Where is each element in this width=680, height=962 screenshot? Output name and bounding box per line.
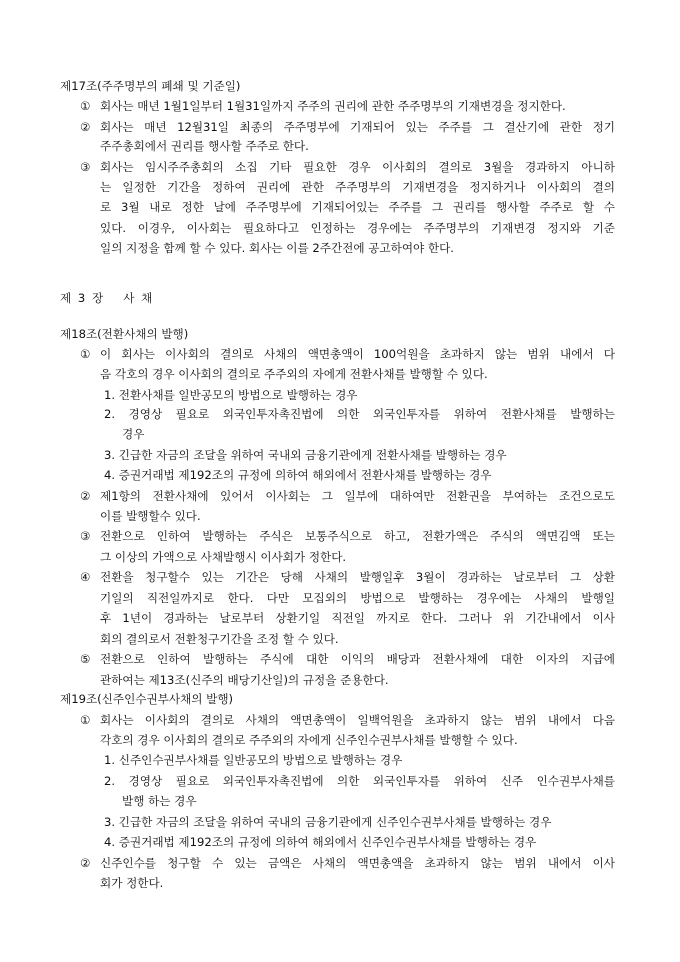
clause-text: 음 각호의 경우 이사회의 결의로 주주외의 자에게 전환사채를 발행할 수 있다.	[100, 367, 488, 381]
article-18-title: 제18조(전환사채의 발행)	[60, 327, 189, 341]
clause-text: 회가 정한다.	[100, 876, 164, 890]
clause-text: 제1항의 전환사채에 있어서 이사회는 그 일부에 대하여만 전환권을 부여하는 조건으로도	[100, 489, 615, 503]
clause-marker: ②	[80, 489, 91, 503]
clause-text: 회사는 매년 1월1일부터 1월31일까지 주주의 권리에 관한 주주명부의 기재변경을 정지한다.	[100, 99, 566, 113]
list-item: 3. 긴급한 자금의 조달을 위하여 국내의 금융기관에게 신주인수권부사채를 발행하는 경우	[104, 815, 552, 829]
clause-marker: ④	[80, 570, 91, 584]
list-item-cont: 경우	[122, 427, 145, 441]
clause-marker: ③	[80, 160, 91, 174]
clause-marker: ②	[80, 856, 91, 870]
clause-text: 주주총회에서 권리를 행사할 주주로 한다.	[100, 139, 309, 153]
clause-marker: ①	[80, 713, 91, 727]
chapter-title: 사 채	[123, 291, 153, 305]
clause-text: 그 이상의 가액으로 사채발행시 이사회가 정한다.	[100, 550, 347, 564]
clause-marker: ⑤	[80, 652, 91, 666]
clause-marker: ③	[80, 529, 91, 543]
clause-text: 는 일정한 기간을 정하여 권리에 관한 주주명부의 기재변경을 정지하거나 이사회의 결의	[100, 180, 615, 194]
list-item: 4. 증권거래법 제192조의 규정에 의하여 해외에서 신주인수권부사채를 발행하는 경우	[104, 835, 537, 849]
chapter-number: 제 3 장	[60, 291, 104, 305]
clause-text: 전환으로 인하여 발행하는 주식은 보통주식으로 하고, 전환가액은 주식의 액면김액 또는	[100, 529, 615, 543]
clause-text: 관하여는 제13조(신주의 배당기산일)의 규정을 준용한다.	[100, 673, 389, 687]
clause-text: 로 3월 내로 정한 날에 주주명부에 기재되어있는 주주를 그 권리를 행사할 주주로 할 수	[100, 200, 615, 214]
clause-text: 전환으로 인하여 발행하는 주식에 대한 이익의 배당과 전환사채에 대한 이자의 지급에	[100, 652, 615, 666]
chapter-heading	[60, 289, 152, 307]
clause-marker: ①	[80, 99, 91, 113]
clause-text: 이 회사는 이사회의 결의로 사채의 액면총액이 100억원을 초과하지 않는 범위 내에서 다	[100, 347, 615, 361]
clause-text: 기일의 직전일까지로 한다. 다만 모집외의 방법으로 발행하는 경우에는 사채의 발행일	[100, 591, 615, 605]
list-item-cont: 발행 하는 경우	[122, 794, 197, 808]
list-item: 1. 전환사채를 일반공모의 방법으로 발행하는 경우	[104, 388, 358, 402]
clause-text: 각호의 경우 이사회의 결의로 주주외의 자에게 신주인수권부사채를 발행할 수 있다.	[100, 733, 518, 747]
article-17-title: 제17조(주주명부의 폐쇄 및 기준일)	[60, 79, 241, 93]
clause-text: 회사는 이사회의 결의로 사채의 액면총액이 일백억원을 초과하지 않는 범위 내에서 다음	[100, 713, 615, 727]
clause-text: 후 1년이 경과하는 날로부터 상환기일 직전일 까지로 한다. 그러나 위 기간내에서 이사	[100, 611, 615, 625]
list-item: 1. 신주인수권부사채를 일반공모의 방법으로 발행하는 경우	[104, 753, 403, 767]
list-item: 3. 긴급한 자금의 조달을 위하여 국내외 금융기관에게 전환사채를 발행하는 경우	[104, 448, 507, 462]
list-item: 2. 경영상 필요로 외국인투자촉진법에 의한 외국인투자를 위하여 신주 인수권부사채를	[104, 774, 615, 788]
clause-text: 일의 지정을 함께 할 수 있다. 회사는 이를 2주간전에 공고하여야 한다.	[100, 241, 454, 255]
clause-marker: ②	[80, 120, 91, 134]
clause-text: 회사는 매년 12월31일 최종의 주주명부에 기재되어 있는 주주를 그 결산기에 관한 정기	[100, 120, 615, 134]
clause-text: 신주인수를 청구할 수 있는 금액은 사채의 액면총액을 초과하지 않는 범위 내에서 이사	[100, 856, 615, 870]
clause-text: 회의 결의로서 전환청구기간을 조정 할 수 있다.	[100, 632, 339, 646]
clause-text: 회사는 임시주주총회의 소집 기타 필요한 경우 이사회의 결의로 3월을 경과하지 아니하	[100, 160, 615, 174]
clause-text: 이를 발행할수 있다.	[100, 509, 201, 523]
list-item: 4. 증권거래법 제192조의 규정에 의하여 해외에서 전환사채를 발행하는 경우	[104, 468, 492, 482]
article-19-title: 제19조(신주인수권부사채의 발행)	[60, 692, 234, 706]
clause-marker: ①	[80, 347, 91, 361]
clause-text: 있다. 이경우, 이사회는 필요하다고 인정하는 경우에는 주주명부의 기재변경 정지와 기준	[100, 221, 615, 235]
list-item: 2. 경영상 필요로 외국인투자촉진법에 의한 외국인투자를 위하여 전환사채를 발행하는	[104, 407, 615, 421]
clause-text: 전환을 청구할수 있는 기간은 당해 사채의 발행일후 3월이 경과하는 날로부터 그 상환	[100, 570, 615, 584]
